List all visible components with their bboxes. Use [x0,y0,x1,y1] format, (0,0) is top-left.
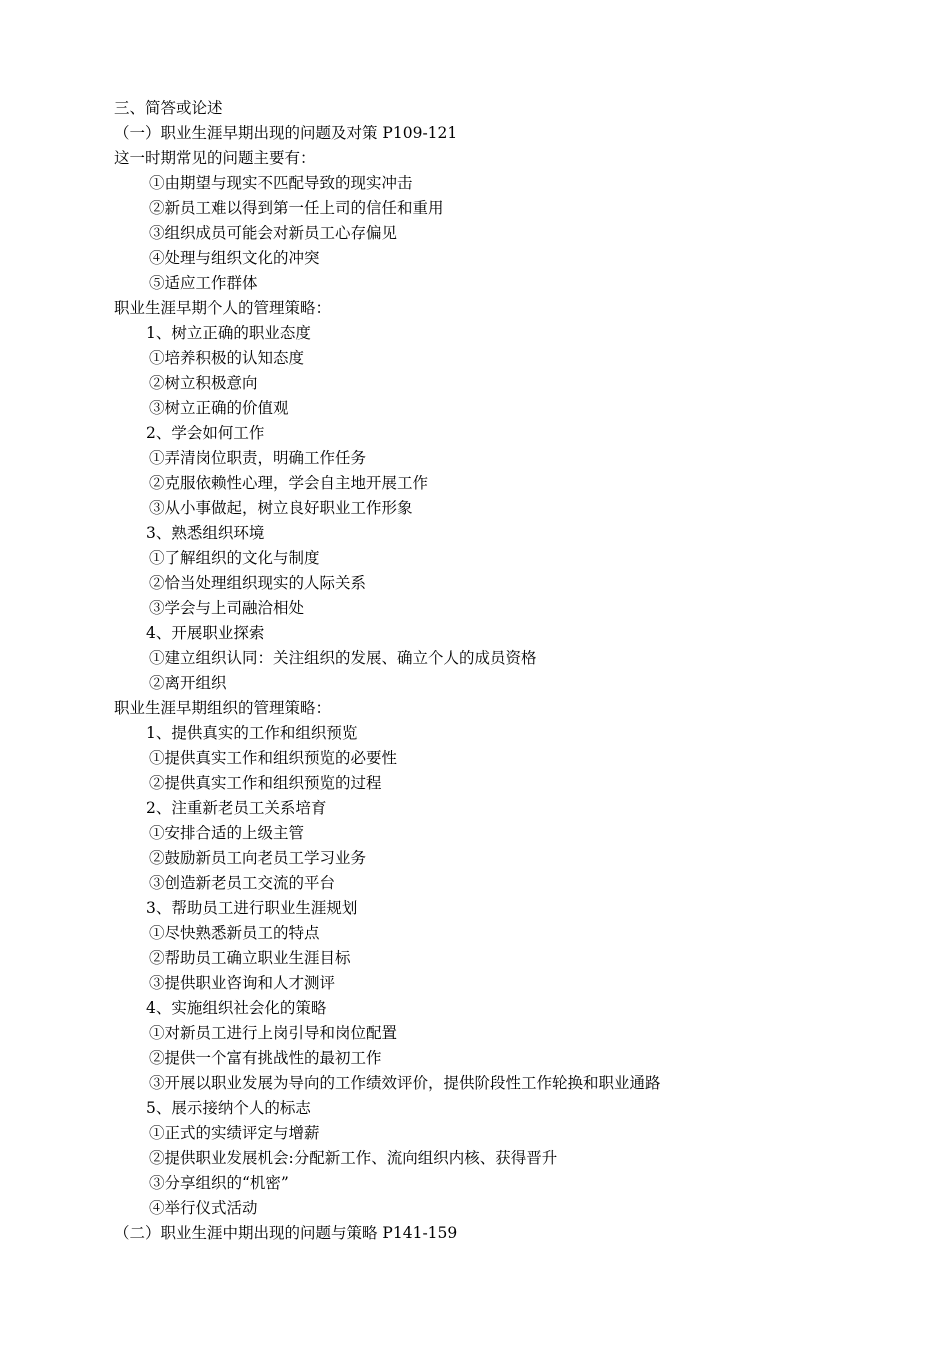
list-item: ②帮助员工确立职业生涯目标 [149,949,351,967]
list-item: ②克服依赖性心理，学会自主地开展工作 [149,474,429,492]
list-item: ②树立积极意向 [149,374,258,392]
list-item: ②提供真实工作和组织预览的过程 [149,774,382,792]
list-item: ①建立组织认同：关注组织的发展、确立个人的成员资格 [149,649,537,667]
list-item: ①正式的实绩评定与增薪 [149,1124,320,1142]
subsection-heading: （二）职业生涯中期出现的问题与策略 P141-159 [114,1224,458,1242]
list-item: ②提供一个富有挑战性的最初工作 [149,1049,382,1067]
list-item: ①由期望与现实不匹配导致的现实冲击 [149,174,413,192]
paragraph-heading: 职业生涯早期个人的管理策略： [114,299,332,317]
list-subheading: 1、树立正确的职业态度 [146,324,311,342]
list-item: ③开展以职业发展为导向的工作绩效评价，提供阶段性工作轮换和职业通路 [149,1074,661,1092]
list-item: ①尽快熟悉新员工的特点 [149,924,320,942]
list-item: ③提供职业咨询和人才测评 [149,974,336,992]
list-item: ③学会与上司融洽相处 [149,599,305,617]
list-subheading: 3、熟悉组织环境 [146,524,265,542]
list-item: ④处理与组织文化的冲突 [149,249,320,267]
list-item: ②鼓励新员工向老员工学习业务 [149,849,367,867]
list-subheading: 4、开展职业探索 [146,624,265,642]
list-item: ②提供职业发展机会:分配新工作、流向组织内核、获得晋升 [149,1149,558,1167]
section-heading: 三、简答或论述 [114,99,223,117]
list-subheading: 2、注重新老员工关系培育 [146,799,327,817]
list-item: ①弄清岗位职责，明确工作任务 [149,449,367,467]
list-item: ③组织成员可能会对新员工心存偏见 [149,224,398,242]
list-item: ④举行仪式活动 [149,1199,258,1217]
list-item: ①对新员工进行上岗引导和岗位配置 [149,1024,398,1042]
list-item: ①提供真实工作和组织预览的必要性 [149,749,398,767]
list-item: ③创造新老员工交流的平台 [149,874,336,892]
list-subheading: 1、提供真实的工作和组织预览 [146,724,358,742]
list-item: ①安排合适的上级主管 [149,824,305,842]
list-item: ②恰当处理组织现实的人际关系 [149,574,367,592]
list-subheading: 2、学会如何工作 [146,424,265,442]
paragraph-heading: 这一时期常见的问题主要有： [114,149,316,167]
list-subheading: 3、帮助员工进行职业生涯规划 [146,899,358,917]
list-item: ③树立正确的价值观 [149,399,289,417]
list-item: ②离开组织 [149,674,227,692]
list-item: ②新员工难以得到第一任上司的信任和重用 [149,199,444,217]
list-item: ③分享组织的“机密” [149,1174,289,1192]
subsection-heading: （一）职业生涯早期出现的问题及对策 P109-121 [114,124,458,142]
list-subheading: 4、实施组织社会化的策略 [146,999,327,1017]
document-page [114,96,914,1246]
list-item: ⑤适应工作群体 [149,274,258,292]
list-item: ①了解组织的文化与制度 [149,549,320,567]
list-item: ③从小事做起，树立良好职业工作形象 [149,499,413,517]
list-subheading: 5、展示接纳个人的标志 [146,1099,311,1117]
paragraph-heading: 职业生涯早期组织的管理策略： [114,699,332,717]
list-item: ①培养积极的认知态度 [149,349,305,367]
